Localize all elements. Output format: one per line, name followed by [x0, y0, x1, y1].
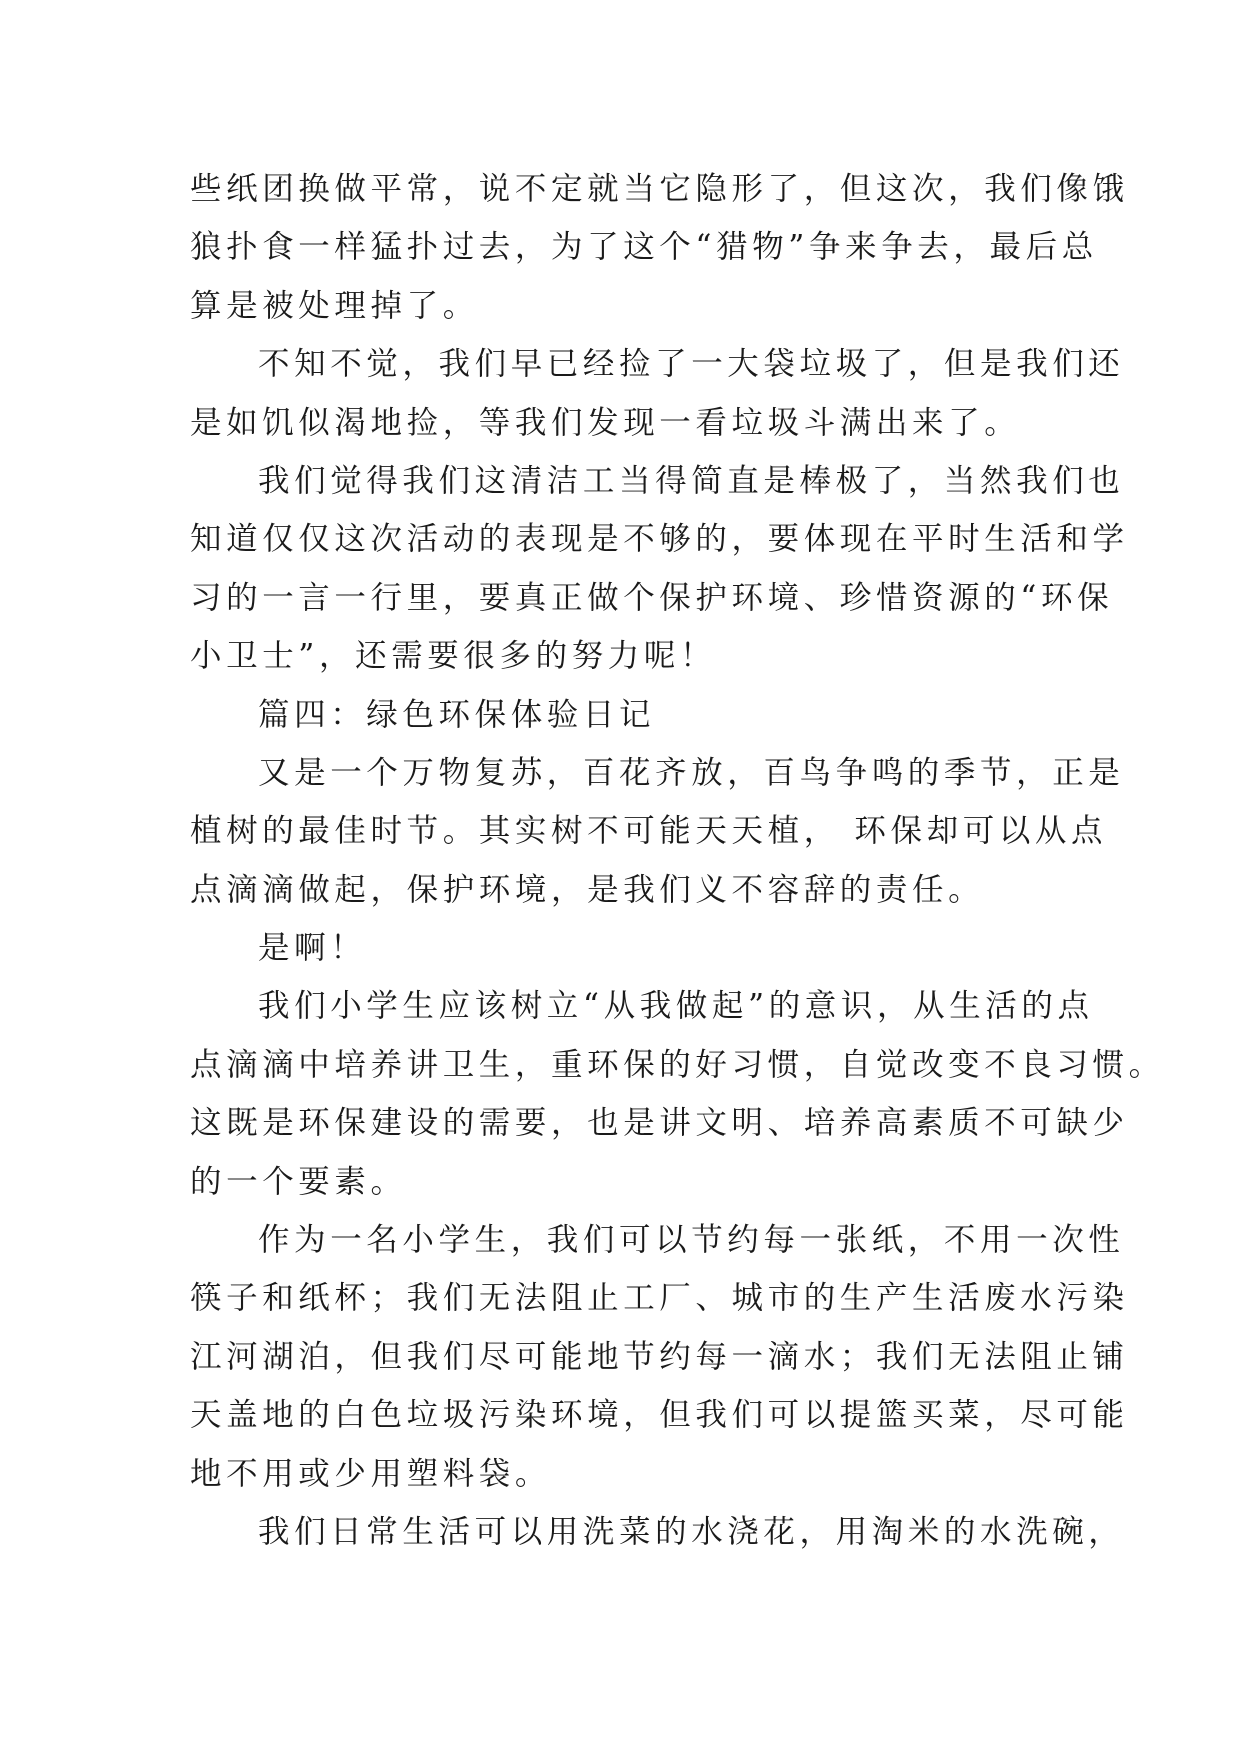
text-line: 天盖地的白色垃圾污染环境，但我们可以提篮买菜，尽可能: [190, 1397, 1129, 1434]
text-line: 植树的最佳时节。其实树不可能天天植， 环保却可以从点: [190, 813, 1108, 850]
text-line: 我们日常生活可以用洗菜的水浇花，用淘米的水洗碗，: [258, 1513, 1125, 1550]
text-line: 又是一个万物复苏，百花齐放，百鸟争鸣的季节，正是: [258, 754, 1125, 791]
text-line: 点滴滴中培养讲卫生，重环保的好习惯，自觉改变不良习惯。: [190, 1046, 1165, 1083]
text-line: 筷子和纸杯；我们无法阻止工厂、城市的生产生活废水污染: [190, 1280, 1129, 1317]
text-line: 算是被处理掉了。: [190, 287, 479, 324]
text-line: 狼扑食一样猛扑过去，为了这个“猎物”争来争去，最后总: [190, 229, 1098, 266]
text-line: 的一个要素。: [190, 1163, 407, 1200]
text-line: 点滴滴做起，保护环境，是我们义不容辞的责任。: [190, 871, 985, 908]
text-line: 是啊！: [258, 930, 367, 967]
section-heading: 篇四：绿色环保体验日记: [258, 696, 656, 733]
text-line: 江河湖泊，但我们尽可能地节约每一滴水；我们无法阻止铺: [190, 1338, 1129, 1375]
text-line: 习的一言一行里，要真正做个保护环境、珍惜资源的“环保: [190, 579, 1114, 616]
text-line: 我们觉得我们这清洁工当得简直是棒极了，当然我们也: [258, 462, 1125, 499]
text-line: 地不用或少用塑料袋。: [190, 1455, 552, 1492]
text-line: 不知不觉，我们早已经捡了一大袋垃圾了，但是我们还: [258, 346, 1125, 383]
text-line: 小卫士”，还需要很多的努力呢！: [190, 638, 717, 675]
text-line: 作为一名小学生，我们可以节约每一张纸，不用一次性: [258, 1222, 1125, 1259]
text-line: 我们小学生应该树立“从我做起”的意识，从生活的点: [258, 988, 1094, 1025]
text-line: 知道仅仅这次活动的表现是不够的，要体现在平时生活和学: [190, 521, 1129, 558]
text-line: 这既是环保建设的需要，也是讲文明、培养高素质不可缺少: [190, 1105, 1129, 1142]
document-body: [190, 160, 1165, 1561]
text-line: 是如饥似渴地捡，等我们发现一看垃圾斗满出来了。: [190, 404, 1021, 441]
text-line: 些纸团换做平常，说不定就当它隐形了，但这次，我们像饿: [190, 171, 1129, 207]
